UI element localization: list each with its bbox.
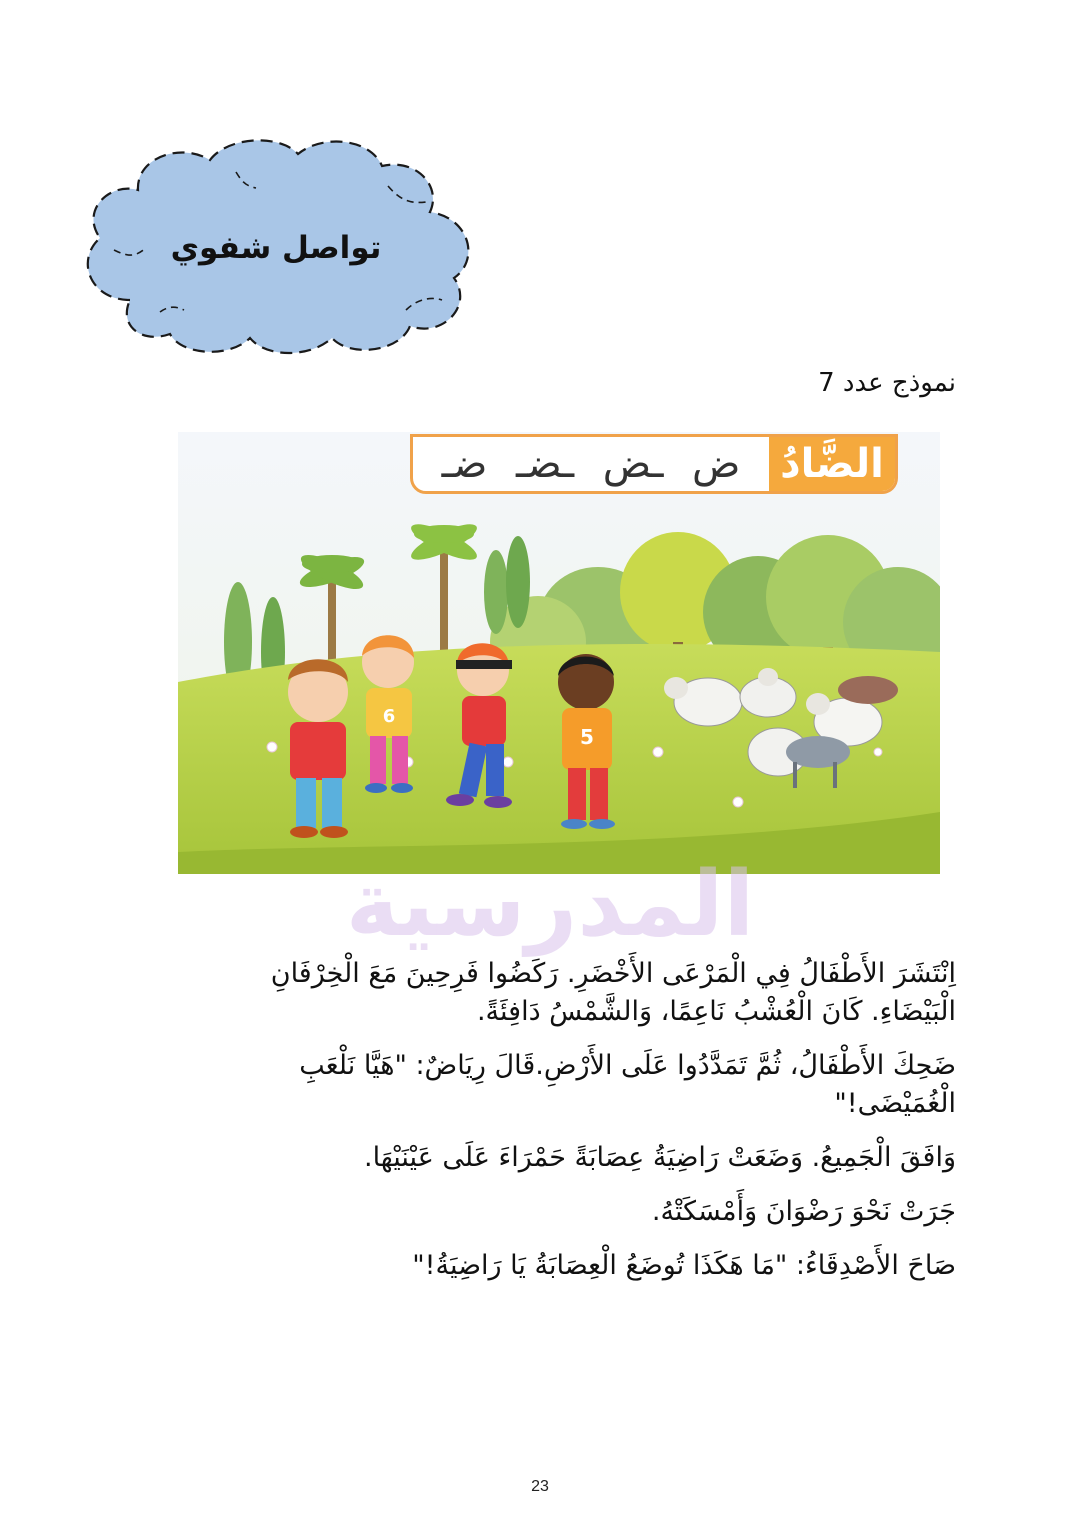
- shirt-number-5: 5: [580, 725, 594, 749]
- story-paragraph: جَرَتْ نَحْوَ رَضْوَانَ وَأَمْسَكَتْهُ.: [651, 1196, 956, 1227]
- letter-form-initial: ضـ: [441, 441, 488, 487]
- section-title: تواصل شفوي: [170, 230, 382, 266]
- story-paragraph: وَافَقَ الْجَمِيعُ. وَضَعَتْ رَاضِيَةُ عِصَابَةً حَمْرَاءَ عَلَى عَيْنَيْهَا.: [364, 1142, 956, 1173]
- letter-form-isolated: ض: [692, 441, 741, 487]
- story-paragraph: صَاحَ الأَصْدِقَاءُ: "مَا هَكَذَا تُوضَعُ الْعِصَابَةُ يَا رَاضِيَةُ!": [412, 1250, 956, 1281]
- story-text: [216, 955, 956, 1301]
- watermark: المدرسية: [345, 852, 755, 957]
- shirt-number-6: 6: [382, 706, 396, 727]
- meadow-illustration: [178, 432, 940, 874]
- letter-name: الضَّادُ: [769, 437, 895, 491]
- letter-banner: [410, 434, 898, 494]
- story-paragraph: ضَحِكَ الأَطْفَالُ، ثُمَّ تَمَدَّدُوا عَلَى الأَرْضِ.قَالَ رِيَاضٌ: "هَيَّا نَلْعَبِ الْغُمَيْضَى!": [299, 1050, 956, 1119]
- page-number: 23: [531, 1478, 549, 1495]
- letter-form-final: ـض: [602, 441, 664, 487]
- model-label: نموذج عدد 7: [818, 368, 956, 398]
- letter-form-medial: ـضـ: [515, 441, 575, 487]
- letter-forms: [413, 437, 769, 491]
- story-paragraph: اِنْتَشَرَ الأَطْفَالُ فِي الْمَرْعَى الأَخْضَرِ. رَكَضُوا فَرِحِينَ مَعَ الْخِرْفَانِ الْبَيْضَاءِ. كَانَ الْعُشْبُ نَاعِمًا، وَالشَّمْسُ دَافِئَةً.: [270, 958, 956, 1027]
